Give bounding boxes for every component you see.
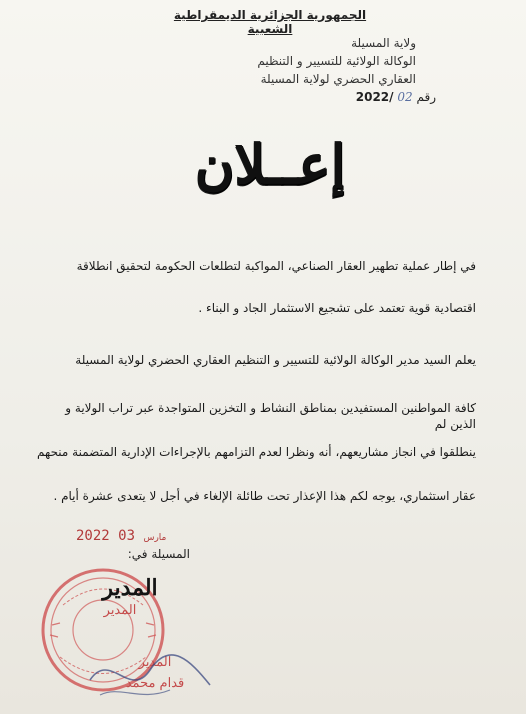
reference-number bbox=[266, 90, 436, 104]
director-title: المدير bbox=[102, 575, 158, 601]
wilaya-name: ولاية المسيلة bbox=[351, 36, 416, 50]
announcement-title: إعــلان bbox=[194, 132, 346, 196]
body-line-2: اقتصادية قوية تعتمد على تشجيع الاستثمار الجاد و البناء . bbox=[198, 301, 476, 315]
stamp-director-text: المدير bbox=[103, 603, 137, 618]
signature-name: قدام محمد bbox=[125, 676, 185, 691]
place-label: المسيلة في: bbox=[127, 547, 190, 561]
body-line-1: في إطار عملية تطهير العقار الصناعي، المواكبة لتطلعات الحكومة لتحقيق انطلاقة bbox=[76, 259, 476, 273]
republic-title: الجمهورية الجزائرية الديمقراطية الشعبية bbox=[173, 8, 367, 36]
signature-director: المدير bbox=[138, 655, 172, 670]
body-line-6: عقار استثماري، يوجه لكم هذا الإعذار تحت طائلة الإلغاء في أجل لا يتعدى عشرة أيام . bbox=[53, 489, 476, 503]
reference-year: 2022/ bbox=[355, 90, 394, 104]
date-day: 03 bbox=[118, 528, 136, 544]
agency-line-2: العقاري الحضري لولاية المسيلة bbox=[260, 72, 416, 86]
body-line-5: ينطلقوا في انجاز مشاريعهم، أنه ونظرا لعدم التزامهم بالإجراءات الإدارية المتضمنة منحهم bbox=[37, 445, 476, 459]
date-month: مارس bbox=[143, 533, 167, 543]
date-stamp bbox=[76, 528, 196, 544]
body-line-3: يعلم السيد مدير الوكالة الولائية للتسيير و التنظيم العقاري الحضري لولاية المسيلة bbox=[75, 353, 476, 367]
reference-label: رقم bbox=[416, 90, 436, 104]
agency-line-1: الوكالة الولائية للتسيير و التنظيم bbox=[257, 54, 416, 68]
reference-handwritten: 02 bbox=[397, 90, 413, 104]
body-line-4: كافة المواطنين المستفيدين بمناطق النشاط و التخزين المتواجدة عبر تراب الولاية و الذين لم bbox=[65, 401, 476, 431]
date-year: 2022 bbox=[76, 528, 110, 544]
handwritten-signature bbox=[80, 640, 220, 710]
